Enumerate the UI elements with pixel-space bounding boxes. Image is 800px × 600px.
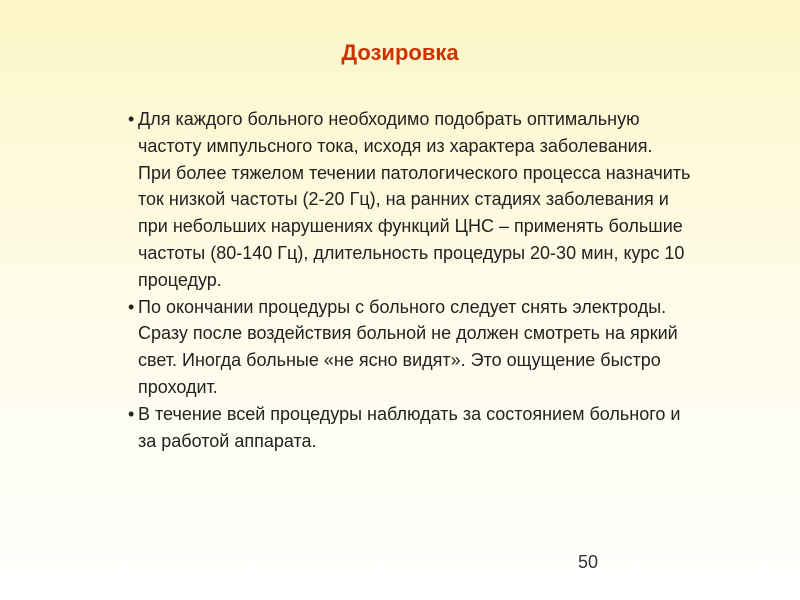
bullet-item-1 — [128, 106, 698, 294]
bullet-item-2 — [128, 294, 698, 401]
bullet-icon: • — [128, 109, 135, 129]
bullet-item-1-paragraph-2: При более тяжелом течении патологического процесса назначить ток низкой частоты (2-20 Гц), на ранних стадиях заболевания и при небольших нарушениях функций ЦНС – применять большие частоты (80-140 Гц), длительность процедуры 20-30 мин, курс 10 процедур. — [138, 162, 691, 290]
page-number: 50 — [578, 552, 599, 572]
bullet-icon: • — [128, 296, 135, 317]
bullet-item-3-paragraph-1: В течение всей процедуры наблюдать за состоянием больного и за работой аппарата. — [138, 403, 681, 451]
bullet-item-3 — [128, 401, 698, 455]
slide-title: Дозировка — [341, 40, 459, 65]
bullet-item-1-paragraph-1: Для каждого больного необходимо подобрать оптимальную частоту импульсного тока, исходя из характера заболевания. — [138, 109, 653, 156]
bullet-item-2-paragraph-2: Сразу после воздействия больной не должен смотреть на яркий свет. Иногда больные «не ясно видят». Это ощущение быстро проходит. — [138, 323, 678, 397]
bullet-icon: • — [128, 403, 135, 424]
bullet-list — [128, 106, 698, 454]
bullet-item-2-paragraph-1: По окончании процедуры с больного следует снять электроды. — [138, 296, 667, 317]
